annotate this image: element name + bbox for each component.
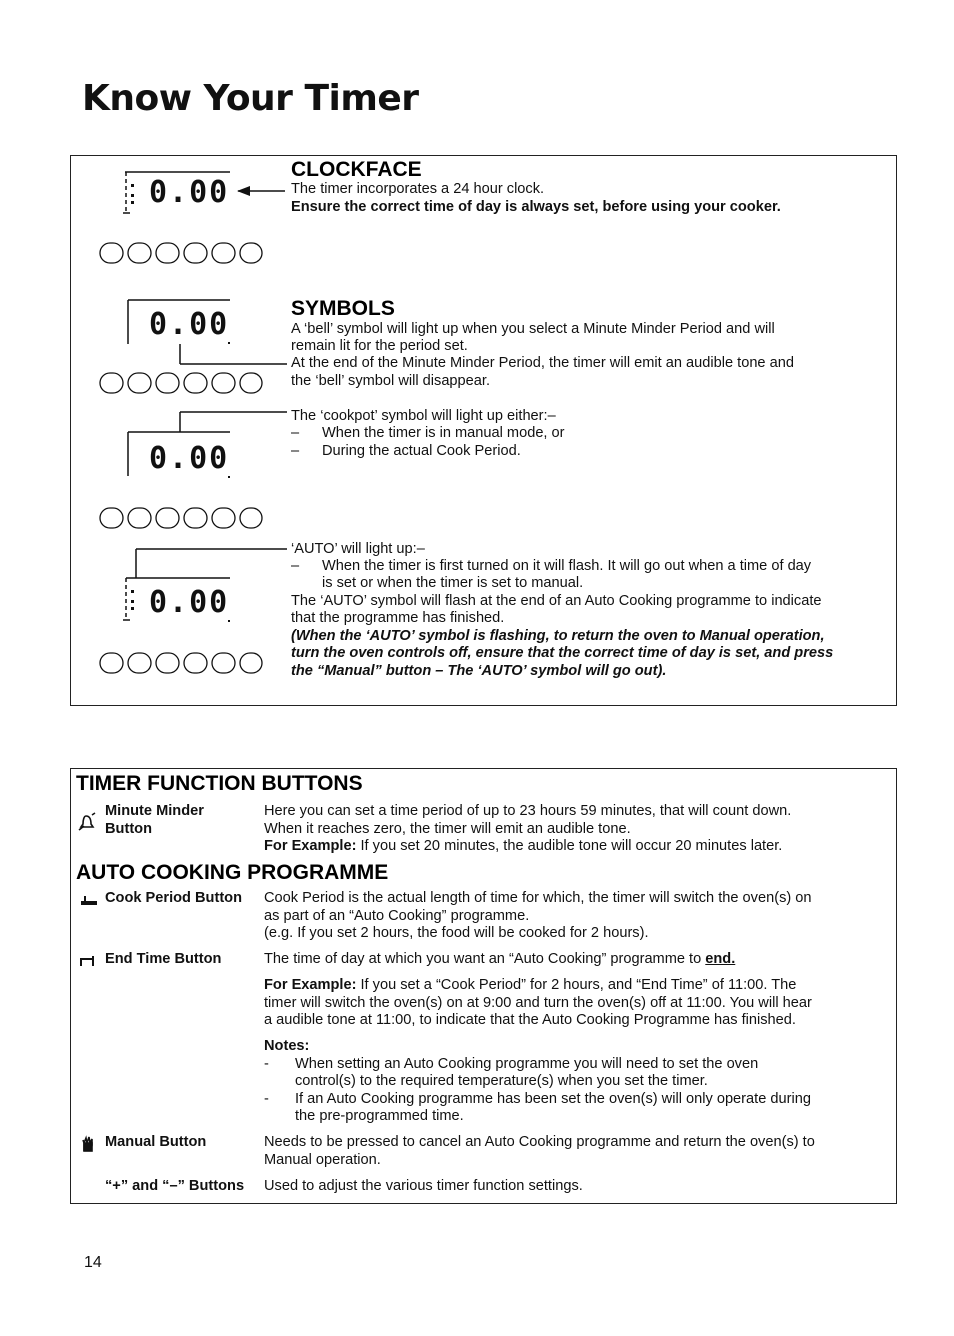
clockface-heading: CLOCKFACE [291,158,422,181]
auto-text-2: that the programme has finished. [291,610,505,626]
lcd-button-row [98,505,264,531]
cookpot-bullet-1: – When the timer is in manual mode, or [291,425,565,441]
lcd-time-readout: 0.00 [149,585,230,620]
end-time-label: End Time Button [105,951,222,967]
bell-icon [78,812,96,836]
lcd-time-readout: 0.00 [149,441,230,476]
cook-period-description: Cook Period is the actual length of time for which, the timer will switch the oven(s) on as part of an “Auto Cooking” programme. (e.g. If you set 2 hours, the food will be cooked for 2 hours). [264,890,812,941]
bell-text-3: At the end of the Minute Minder Period, the timer will emit an audible tone and [291,355,794,371]
auto-note-3: the “Manual” button – The ‘AUTO’ symbol will go out). [291,663,667,679]
cook-period-label: Cook Period Button [105,890,243,906]
bell-text-2: remain lit for the period set. [291,338,468,354]
bell-text-4: the ‘bell’ symbol will disappear. [291,373,491,389]
notes-block: Notes: - When setting an Auto Cooking programme you will need to set the oven control(s) to the required temperature(s) when you set the timer. - If an Auto Cooking programme has been set the oven(s) will only operate during the pre-programmed time. [264,1038,811,1124]
auto-note-1: (When the ‘AUTO’ symbol is flashing, to return the oven to Manual operation, [291,628,825,644]
auto-intro: ‘AUTO’ will light up:– [291,541,425,557]
end-time-example: For Example: If you set a “Cook Period” for 2 hours, and “End Time” of 11:00. The timer will switch the oven(s) on at 9:00 and turn the oven(s) off at 11:00. You will hear a audible tone at 11:00, to indicate that the Auto Cooking Programme has finished. [264,977,812,1028]
cookpot-intro: The ‘cookpot’ symbol will light up either:– [291,408,556,424]
manual-label: Manual Button [105,1134,207,1150]
plus-minus-label: “+” and “–” Buttons [105,1178,245,1194]
manual-hand-icon [80,1135,96,1157]
cook-period-icon [80,893,98,913]
timer-buttons-heading: TIMER FUNCTION BUTTONS [76,772,363,795]
cookpot-bullet-2: – During the actual Cook Period. [291,443,521,459]
clockface-line-2: Ensure the correct time of day is always set, before using your cooker. [291,199,781,215]
auto-text-1: The ‘AUTO’ symbol will flash at the end of an Auto Cooking programme to indicate [291,593,822,609]
symbols-heading: SYMBOLS [291,297,395,320]
page-title: Know Your Timer [82,78,419,119]
auto-note-2: turn the oven controls off, ensure that the correct time of day is set, and press [291,645,834,661]
page-number: 14 [84,1254,102,1271]
lcd-button-row [98,370,264,396]
auto-bullet-1-cont: is set or when the timer is set to manual. [322,575,584,591]
minute-minder-description: Here you can set a time period of up to 23 hours 59 minutes, that will count down. When it reaches zero, the timer will emit an audible tone. For Example: If you set 20 minutes, the audible tone will occur 20 minutes later. [264,803,792,854]
clockface-line-1: The timer incorporates a 24 hour clock. [291,181,545,197]
end-time-description: The time of day at which you want an “Auto Cooking” programme to end. [264,951,736,967]
auto-programme-heading: AUTO COOKING PROGRAMME [76,861,389,884]
lcd-time-readout: 0.00 [149,175,230,210]
auto-bullet-1: – When the timer is first turned on it will flash. It will go out when a time of day [291,558,812,574]
manual-description: Needs to be pressed to cancel an Auto Cooking programme and return the oven(s) to Manual operation. [264,1134,815,1168]
plus-minus-description: Used to adjust the various timer function settings. [264,1178,583,1194]
lcd-time-readout: 0.00 [149,307,230,342]
minute-minder-label: Minute Minder Button [105,803,204,837]
bell-text-1: A ‘bell’ symbol will light up when you select a Minute Minder Period and will [291,321,775,337]
end-time-icon [79,953,97,973]
lcd-button-row [98,650,264,676]
lcd-button-row [98,240,264,266]
